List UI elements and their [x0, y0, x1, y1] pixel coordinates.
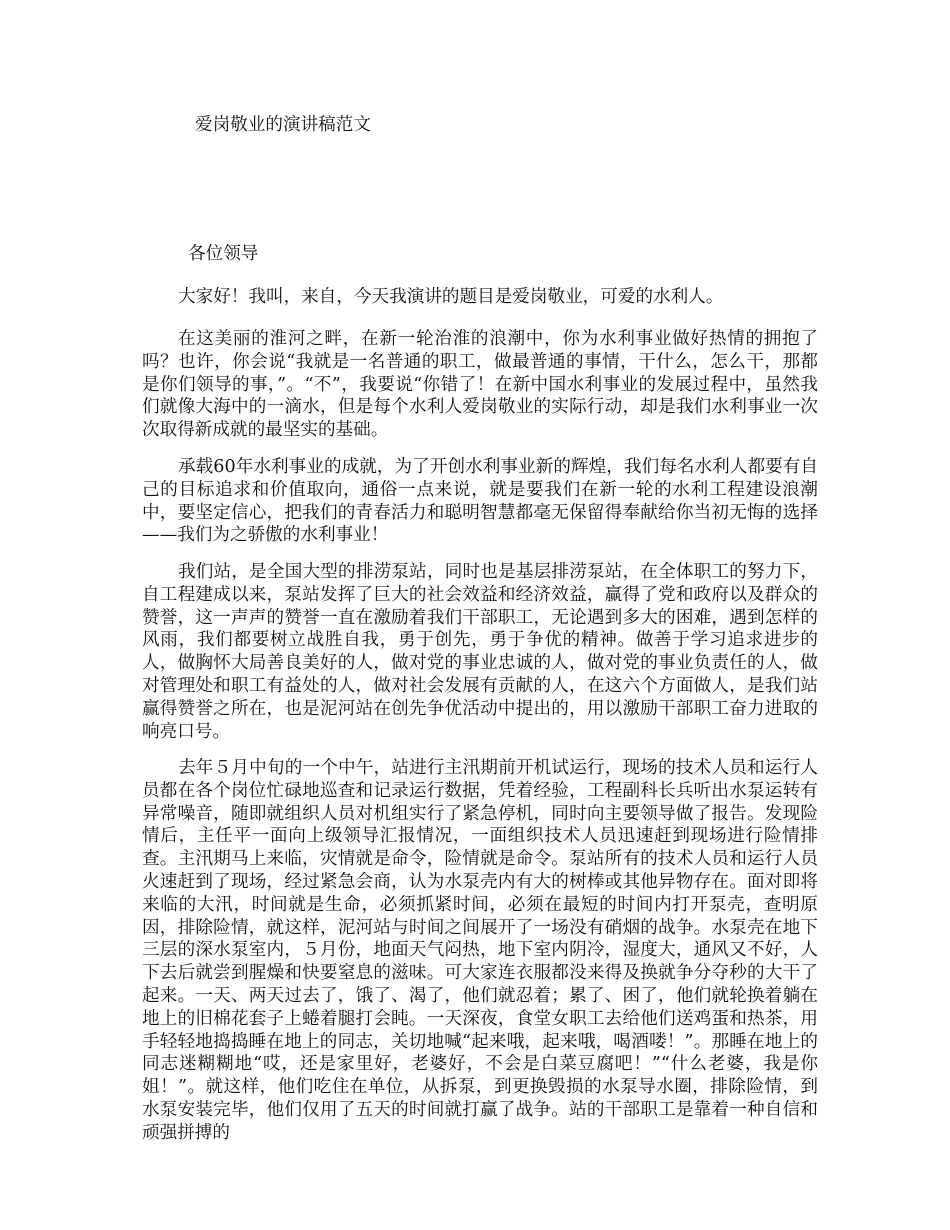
document-title: 爱岗敬业的演讲稿范文 — [195, 115, 371, 135]
paragraph-pump-station: 我们站，是全国大型的排涝泵站，同时也是基层排涝泵站，在全体职工的努力下，自工程建成以来，泵站发挥了巨大的社会效益和经济效益，赢得了党和政府以及群众的赞誉，这一声声的赞誉一直在激励着我们干部职工，无论遇到多大的困难，遇到怎样的风雨，我们都要树立战胜自我，勇于创先，勇于争优的精神。做善于学习追求进步的人，做胸怀大局善良美好的人，做对党的事业忠诚的人，做对党的事业负责任的人，做对管理处和职工有益处的人，做对社会发展有贡献的人，在这六个方面做人，是我们站赢得赞誉之所在，也是泥河站在创先争优活动中提出的，用以激励干部职工奋力进取的响亮口号。 — [142, 562, 818, 742]
paragraph-60-years: 承载60年水利事业的成就，为了开创水利事业新的辉煌，我们每名水利人都要有自己的目标追求和价值取向，通俗一点来说，就是要我们在新一轮的水利工程建设浪潮中，要坚定信心，把我们的青春活力和聪明智慧都毫无保留得奉献给你当初无悔的选择——我们为之骄傲的水利事业！ — [142, 457, 818, 546]
paragraph-huaihe: 在这美丽的淮河之畔，在新一轮治淮的浪潮中，你为水利事业做好热情的拥抱了吗？也许，你会说“我就是一名普通的职工，做最普通的事情，干什么，怎么干，那都是你们领导的事，”。“不”，我要说“你错了！在新中国水利事业的发展过程中，虽然我们就像大海中的一滴水，但是每个水利人爱岗敬业的实际行动，却是我们水利事业一次次取得新成就的最坚实的基础。 — [142, 329, 818, 441]
paragraph-emergency-repair: 去年５月中旬的一个中午，站进行主汛期前开机试运行，现场的技术人员和运行人员都在各个岗位忙碌地巡查和记录运行数据，凭着经验，工程副科长兵听出水泵运转有异常噪音，随即就组织人员对机组实行了紧急停机，同时向主要领导做了报告。发现险情后，主任平一面向上级领导汇报情况，一面组织技术人员迅速赶到现场进行险情排查。主汛期马上来临，灾情就是命令，险情就是命令。泵站所有的技术人员和运行人员火速赶到了现场，经过紧急会商，认为水泵壳内有大的树棒或其他异物存在。面对即将来临的大汛，时间就是生命，必须抓紧时间，必须在最短的时间内打开泵壳，查明原因，排除险情，就这样，泥河站与时间之间展开了一场没有硝烟的战争。水泵壳在地下三层的深水泵室内，５月份，地面天气闷热，地下室内阴冷，湿度大，通风又不好，人下去后就尝到腥燥和快要窒息的滋味。可大家连衣服都没来得及换就争分夺秒的大干了起来。一天、两天过去了，饿了、渴了，他们就忍着；累了、困了，他们就轮换着躺在地上的旧棉花套子上蜷着腿打会盹。一天深夜，食堂女职工去给他们送鸡蛋和热茶，用手轻轻地捣捣睡在地上的同志，关切地喊“起来哦，起来哦，喝酒喽！”。那睡在地上的同志迷糊糊地“哎，还是家里好，老婆好，不会是白菜豆腐吧！”“什么老婆，我是你姐！”。就这样，他们吃住在单位，从拆泵，到更换毁损的水泵导水圈，排除险情，到水泵安装完毕，他们仅用了五天的时间就打赢了战争。站的干部职工是靠着一种自信和顽强拼搏的 — [142, 758, 818, 1143]
salutation: 各位领导 — [188, 244, 259, 264]
paragraph-greeting: 大家好！我叫，来自，今天我演讲的题目是爱岗敬业，可爱的水利人。 — [178, 287, 724, 307]
